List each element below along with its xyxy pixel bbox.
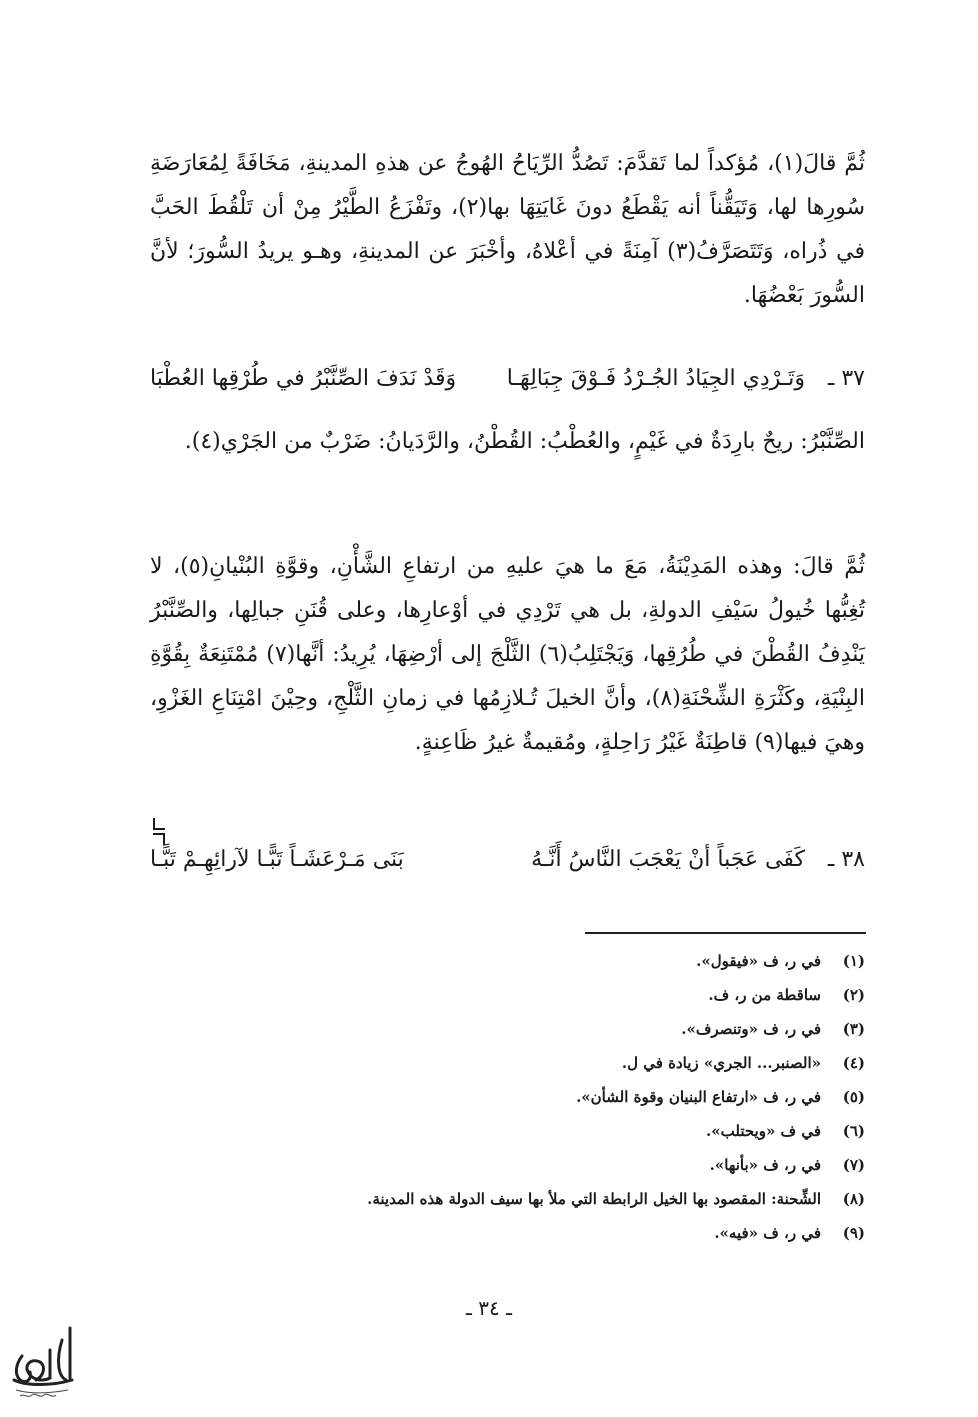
- commentary-paragraph: [150, 545, 865, 765]
- footnote-item: [150, 1148, 865, 1182]
- footnote-text: في ر، ف «ارتفاع البنيان وقوة الشأن».: [576, 1088, 821, 1106]
- intro-paragraph: [150, 142, 865, 318]
- verse-second-hemistich: بَنَى مَـرْعَشَـاً تَبًّـا لآرائِهِـمْ تَبًّـا: [150, 847, 404, 872]
- intro-text: ثُمَّ قالَ(١)، مُؤكداً لما تَقدَّمَ: تَصُدُّ الرِّيَاحُ الهُوجُ عن هذهِ المدينةِ، مَخَافَةً لِمُعَارَضَةِ سُورِها لها، وَتَيَقُّناً أنه يَقْطَعُ دونَ غَايَتِهَا بها(٢)، وتَفْزَعُ الطَّيْرُ مِنْ أن تَلْقُطَ الحَبَّ في ذُراه، وَتَتَصَرَّفُ(٣) آمِنَةً في أعْلاهُ، وأخْبَرَ عن المدينةِ، وهـو يريدُ السُّورَ؛ لأنَّ السُّورَ بَعْضُهَا.: [150, 151, 866, 308]
- footnote-number: (١): [842, 952, 865, 970]
- page-number: ـ ٣٤ ـ: [466, 1296, 512, 1320]
- footnotes-list: [150, 944, 865, 1250]
- footnote-text: في ر، ف «فيه».: [714, 1224, 821, 1242]
- gloss-paragraph: [150, 420, 865, 464]
- gloss-text: الصِّنَّبْرُ: ريحٌ بارِدَةٌ في غَيْمٍ، والعُطْبُ: القُطْنُ، والرَّدَيانُ: ضَرْبٌ من الجَرْي(٤).: [184, 429, 865, 454]
- footnote-number: (٧): [842, 1156, 865, 1174]
- footnote-number: (٦): [842, 1122, 865, 1140]
- commentary-text: ثُمَّ قالَ: وهذه المَدِيْنَةُ، مَعَ ما هيَ عليهِ من ارتفاعِ الشَّأْنِ، وقوَّةِ البُنْيانِ(٥)، لا تُغِبُّها خُيولُ سَيْفِ الدولةِ، بل هي تَرْدِي في أوْعارِها، وعلى قُنَنِ جبالِها، والصِّنَّبْرُ يَنْدِفُ القُطْنَ في طُرُقِها، وَيَجْتَلِبُ(٦) الثَّلْجَ إلى أرْضِهَا، يُرِيدُ: أنَّها(٧) مُمْتَنِعَةٌ بِقُوَّةِ البِنْيَةِ، وكَثْرَةِ الشِّحْنَةِ(٨)، وأنَّ الخيلَ تُـلازِمُها في زمانِ الثَّلْجِ، وحِيْنَ امْتِنَاعِ الغَزْوِ، وهيَ فيها(٩) قاطِنَةٌ غَيْرُ رَاحِلةٍ، ومُقيمةٌ غيرُ ظَاعِنةٍ.: [150, 554, 865, 755]
- footnote-number: (٤): [842, 1054, 865, 1072]
- footnote-item: [150, 1080, 865, 1114]
- footnote-item: [150, 944, 865, 978]
- footnote-text: في ر، ف «وتنصرف».: [681, 1020, 821, 1038]
- footnote-divider: [585, 932, 866, 934]
- footnote-text: «الصنبر... الجري» زيادة في ل.: [621, 1054, 821, 1072]
- footnote-item: [150, 1012, 865, 1046]
- calligraphy-stamp-icon: [6, 1320, 78, 1405]
- verse-38: [150, 838, 865, 882]
- footnote-number: (٨): [842, 1190, 865, 1208]
- footnote-item: [150, 978, 865, 1012]
- footnote-number: (٥): [842, 1088, 865, 1106]
- verse-number: ٣٨ ـ: [827, 847, 865, 872]
- verse-first-hemistich: وَتَـرْدِي الجِيَادُ الجُـرْدُ فَـوْقَ جِبَالِهَـا: [506, 366, 805, 391]
- footnote-item: [150, 1182, 865, 1216]
- verse-first-hemistich: كَفَى عَجَباً أنْ يَعْجَبَ النَّاسُ أَنَّـهُ: [531, 847, 805, 872]
- footnote-number: (٩): [842, 1224, 865, 1242]
- verse-number: ٣٧ ـ: [827, 366, 865, 391]
- section-end-mark: [153, 818, 165, 830]
- footnote-text: الشِّحنة: المقصود بها الخيل الرابطة التي ملأ بها سيف الدولة هذه المدينة.: [367, 1190, 821, 1208]
- footnote-number: (٣): [842, 1020, 865, 1038]
- footnote-text: ساقطة من ر، ف.: [708, 986, 821, 1004]
- footnote-item: [150, 1114, 865, 1148]
- library-stamp-logo: [6, 1320, 78, 1405]
- footnote-number: (٢): [842, 986, 865, 1004]
- verse-37: [150, 357, 865, 401]
- verse-second-hemistich: وَقَدْ نَدَفَ الصِّنَّبْرُ في طُرْقِها العُطْبَا: [150, 366, 457, 391]
- footnote-item: [150, 1216, 865, 1250]
- footnote-text: في ر، ف «فيقول».: [696, 952, 821, 970]
- footnote-text: في ف «ويحتلب».: [706, 1122, 821, 1140]
- footnote-item: [150, 1046, 865, 1080]
- footnote-text: في ر، ف «بأنها».: [709, 1156, 821, 1174]
